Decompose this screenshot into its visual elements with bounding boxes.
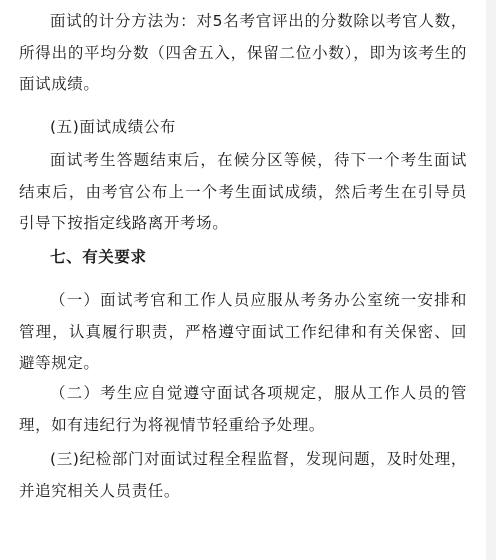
score-announcement-paragraph: 面试考生答题结束后，在候分区等候，待下一个考生面试结束后，由考官公布上一个考生面试成绩，然后考生在引导员引导下按指定线路离开考场。: [19, 151, 467, 232]
section-5-heading: (五)面试成绩公布: [50, 118, 176, 136]
scoring-method-paragraph: 面试的计分方法为：对5名考官评出的分数除以考官人数，所得出的平均分数（四舍五入，保留二位小数），即为该考生的面试成绩。: [19, 12, 467, 93]
requirement-1-paragraph: （一）面试考官和工作人员应服从考务办公室统一安排和管理，认真履行职责，严格遵守面试工作纪律和有关保密、回避等规定。: [19, 291, 467, 372]
requirement-2-paragraph: （二）考生应自觉遵守面试各项规定，服从工作人员的管理，如有违纪行为将视情节轻重给予处理。: [19, 384, 467, 434]
section-7-heading: 七、有关要求: [50, 248, 147, 266]
requirement-3-paragraph: (三)纪检部门对面试过程全程监督，发现问题，及时处理，并追究相关人员责任。: [19, 450, 467, 500]
page-edge: [486, 0, 496, 560]
